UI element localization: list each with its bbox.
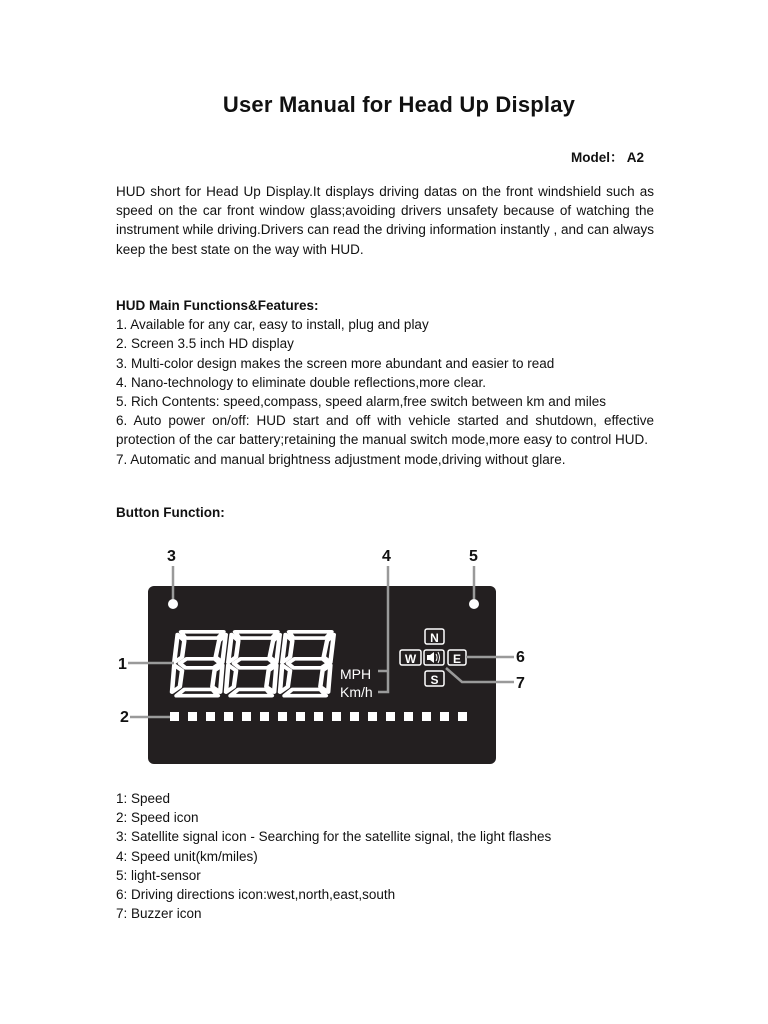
- callout-4: 4: [382, 548, 391, 565]
- compass-south: S: [430, 673, 439, 687]
- intro-paragraph: HUD short for Head Up Display.It displays driving datas on the front windshield such as speed on the car front window glass;avoiding drivers unsafety because of watching the instrument while driving.Drivers can read the driving information instantly , and can always keep the best state on the way with HUD.: [116, 184, 654, 257]
- feature-item: 5. Rich Contents: speed,compass, speed alarm,free switch between km and miles: [116, 394, 606, 410]
- compass-north: N: [430, 631, 439, 645]
- legend-item: 2: Speed icon: [116, 810, 199, 826]
- callout-1: 1: [118, 656, 127, 673]
- feature-item: 7. Automatic and manual brightness adjustment mode,driving without glare.: [116, 451, 566, 467]
- compass-west: W: [404, 652, 417, 666]
- legend-item: 7: Buzzer icon: [116, 906, 202, 922]
- unit-mph: MPH: [340, 666, 372, 682]
- compass-east: E: [452, 652, 462, 666]
- callout-3: 3: [167, 548, 176, 565]
- button-function-heading: Button Function:: [116, 505, 225, 520]
- speed-icon-bar: [170, 712, 467, 721]
- unit-kmh: Km/h: [340, 684, 373, 700]
- legend-item: 4: Speed unit(km/miles): [116, 848, 258, 864]
- model-label: Model： A2: [571, 150, 645, 165]
- feature-item: 3. Multi-color design makes the screen more abundant and easier to read: [116, 355, 555, 371]
- feature-item: 4. Nano-technology to eliminate double reflections,more clear.: [116, 374, 486, 390]
- legend-list: [116, 789, 676, 923]
- callout-2: 2: [120, 709, 129, 726]
- feature-item: 2. Screen 3.5 inch HD display: [116, 336, 294, 352]
- light-sensor: [469, 599, 479, 609]
- features-heading: HUD Main Functions&Features:: [116, 298, 319, 313]
- legend-item: 3: Satellite signal icon - Searching for the satellite signal, the light flashes: [116, 829, 552, 845]
- callout-5: 5: [469, 548, 478, 565]
- callout-7: 7: [516, 675, 525, 692]
- legend-item: 6: Driving directions icon:west,north,east,south: [116, 887, 396, 903]
- legend-item: 5: light-sensor: [116, 867, 201, 883]
- feature-item: 6. Auto power on/off: HUD start and off with vehicle started and shutdown, effective protection of the car battery;retaining the manual switch mode,more easy to control HUD.: [116, 413, 654, 448]
- satellite-signal-light: [168, 599, 178, 609]
- feature-item: 1. Available for any car, easy to install, plug and play: [116, 317, 429, 333]
- legend-item: 1: Speed: [116, 791, 171, 806]
- callout-6: 6: [516, 649, 525, 666]
- page-title: User Manual for Head Up Display: [222, 92, 576, 117]
